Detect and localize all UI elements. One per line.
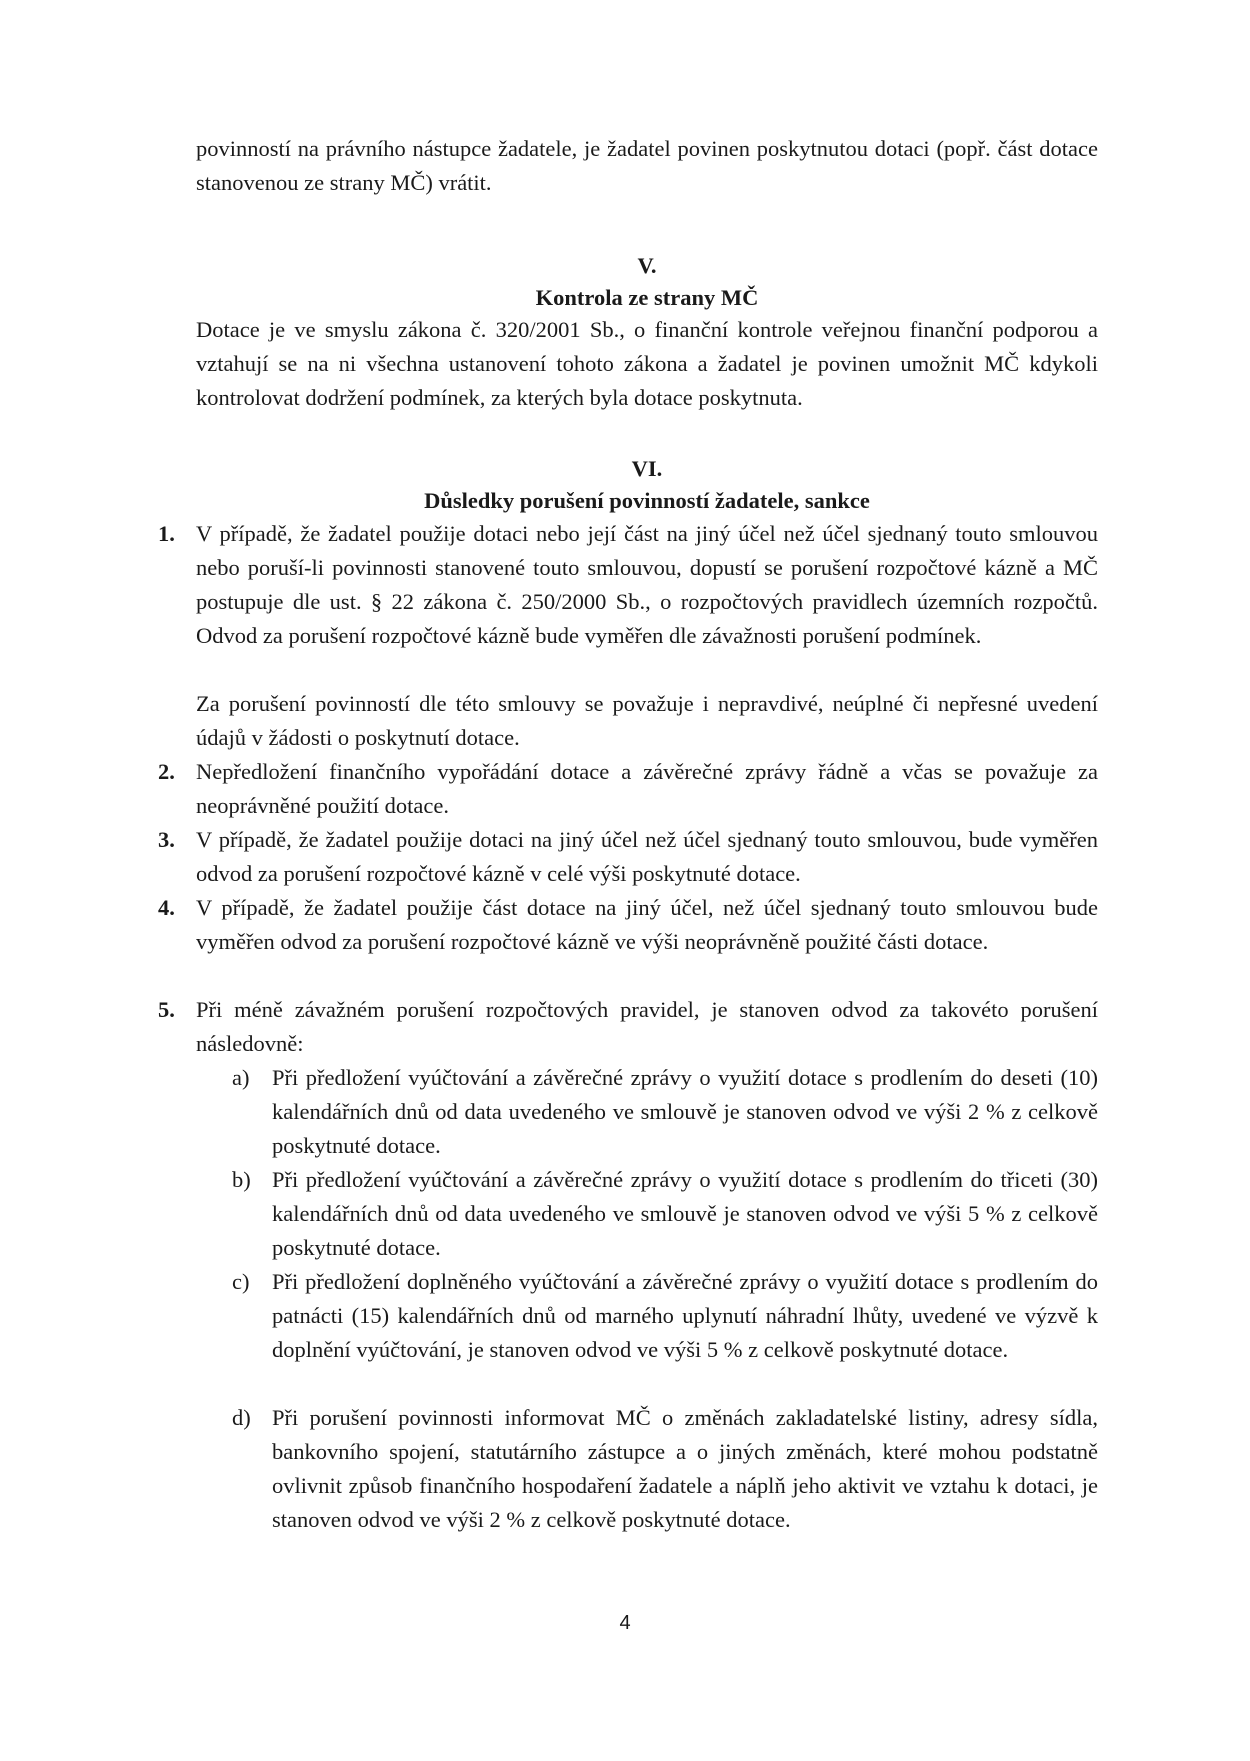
item-1-number: 1.: [158, 521, 175, 546]
item-1-text: V případě, že žadatel použije dotaci nebo její část na jiný účel než účel sjednaný touto smlouvou nebo poruší-li povinnosti stanovené touto smlouvou, dopustí se porušení rozpočtové kázně a MČ postupuje dle ust. § 22 zákona č. 250/2000 Sb., o rozpočtových pravidlech územních rozpočtů. Odvod za porušení rozpočtové kázně bude vyměřen dle závažnosti porušení podmínek.: [196, 521, 1098, 648]
subitem-d-text: Při porušení povinnosti informovat MČ o změnách zakladatelské listiny, adresy sídla, bankovního spojení, statutárního zástupce a o jiných změnách, které mohou podstatně ovlivnit způsob finančního hospodaření žadatele a náplň jeho aktivit ve vztahu k dotaci, je stanoven odvod ve výši 2 % z celkově poskytnuté dotace.: [272, 1405, 1098, 1532]
item-2-text: Nepředložení finančního vypořádání dotace a závěrečné zprávy řádně a včas se považuje za neoprávněné použití dotace.: [196, 759, 1098, 818]
section-6-number: VI.: [631, 456, 663, 481]
subitem-a-text: Při předložení vyúčtování a závěrečné zprávy o využití dotace s prodlením do deseti (10) kalendářních dnů od data uvedeného ve smlouvě je stanoven odvod ve výši 2 % z celkově poskytnuté dotace.: [272, 1065, 1098, 1158]
subitem-b-text: Při předložení vyúčtování a závěrečné zprávy o využití dotace s prodlením do třiceti (30) kalendářních dnů od data uvedeného ve smlouvě je stanoven odvod ve výši 5 % z celkově poskytnuté dotace.: [272, 1167, 1098, 1260]
subitem-a-label: a): [232, 1065, 250, 1090]
page-number: 4: [619, 1612, 631, 1634]
item-3-number: 3.: [158, 827, 175, 852]
item-2-number: 2.: [158, 759, 175, 784]
section-5-title: Kontrola ze strany MČ: [535, 285, 759, 310]
item-3-text: V případě, že žadatel použije dotaci na jiný účel než účel sjednaný touto smlouvou, bude vyměřen odvod za porušení rozpočtové kázně v celé výši poskytnuté dotace.: [196, 827, 1098, 886]
subitem-c-label: c): [232, 1269, 250, 1294]
subitem-d-label: d): [232, 1405, 251, 1430]
section-5-number: V.: [637, 253, 657, 278]
item-4-number: 4.: [158, 895, 175, 920]
intro-paragraph: povinností na právního nástupce žadatele, je žadatel povinen poskytnutou dotaci (popř. část dotace stanovenou ze strany MČ) vrátit.: [196, 136, 1098, 195]
subitem-b-label: b): [232, 1167, 251, 1192]
item-1-text-2: Za porušení povinností dle této smlouvy se považuje i nepravdivé, neúplné či nepřesné uvedení údajů v žádosti o poskytnutí dotace.: [196, 691, 1098, 750]
section-5-text: Dotace je ve smyslu zákona č. 320/2001 Sb., o finanční kontrole veřejnou finanční podporou a vztahují se na ni všechna ustanovení tohoto zákona a žadatel je povinen umožnit MČ kdykoli kontrolovat dodržení podmínek, za kterých byla dotace poskytnuta.: [196, 317, 1098, 410]
item-5-number: 5.: [158, 997, 175, 1022]
subitem-c-text: Při předložení doplněného vyúčtování a závěrečné zprávy o využití dotace s prodlením do patnácti (15) kalendářních dnů od marného uplynutí náhradní lhůty, uvedené ve výzvě k doplnění vyúčtování, je stanoven odvod ve výši 5 % z celkově poskytnuté dotace.: [272, 1269, 1098, 1362]
item-4-text: V případě, že žadatel použije část dotace na jiný účel, než účel sjednaný touto smlouvou bude vyměřen odvod za porušení rozpočtové kázně ve výši neoprávněně použité části dotace.: [196, 895, 1098, 954]
item-5-text: Při méně závažném porušení rozpočtových pravidel, je stanoven odvod za takovéto porušení následovně:: [196, 997, 1098, 1056]
section-6-title: Důsledky porušení povinností žadatele, sankce: [424, 488, 870, 513]
